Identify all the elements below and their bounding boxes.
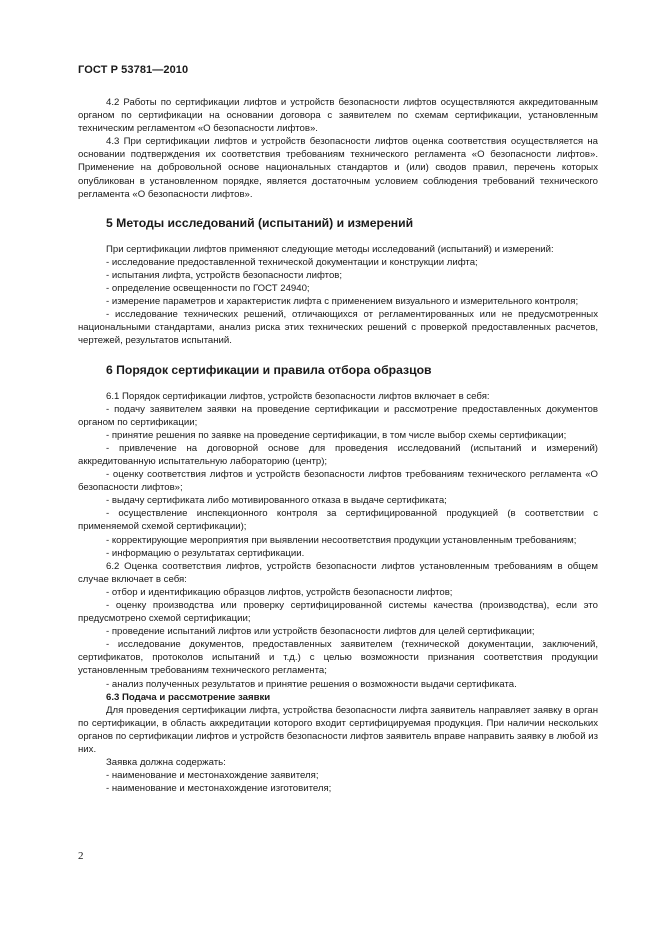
paragraph-6-1: 6.1 Порядок сертификации лифтов, устройств безопасности лифтов включает в себя: <box>106 390 490 402</box>
list-item: - исследование документов, предоставленных заявителем (технической документации, заключений, сертификатов, протоколов испытаний и т.д.) с целью возможности признания соответствия продукции установленным требованиям технического регламента; <box>78 639 598 677</box>
section-5-intro: При сертификации лифтов применяют следующие методы исследований (испытаний) и измерений: <box>106 243 554 255</box>
list-item: - привлечение на договорной основе для проведения исследований (испытаний и измерений) аккредитованную испытательную лабораторию (центр); <box>78 442 598 467</box>
list-item: - подачу заявителем заявки на проведение сертификации и рассмотрение предоставленных документов органом по сертификации; <box>78 403 598 428</box>
list-item: - измерение параметров и характеристик лифта с применением визуального и измерительного контроля; <box>106 296 579 308</box>
list-item: - наименование и местонахождение заявителя; <box>106 770 319 782</box>
list-item: - проведение испытаний лифтов или устройств безопасности лифтов для целей сертификации; <box>106 626 535 638</box>
paragraph-4-3: 4.3 При сертификации лифтов и устройств безопасности лифтов оценка соответствия осуществляется на основании подтверждения их соответствия требованиям технического регламента «О безопасности лифтов». Применение на добровольной основе национальных стандартов и (или) сводов правил, перечень которых опубликован в установленном порядке, является достаточным условием соблюдения требований технического регламента «О безопасности лифтов». <box>78 136 598 200</box>
list-item: - наименование и местонахождение изготовителя; <box>106 783 332 795</box>
paragraph-4-2: 4.2 Работы по сертификации лифтов и устройств безопасности лифтов осуществляются аккредитованным органом по сертификации на основании договора с заявителем по схемам сертификации, установленным техническим регламентом «О безопасности лифтов». <box>78 97 598 135</box>
list-item: - отбор и идентификацию образцов лифтов, устройств безопасности лифтов; <box>106 586 453 598</box>
paragraph-6-2: 6.2 Оценка соответствия лифтов, устройств безопасности лифтов установленным требованиям в общем случае включает в себя: <box>78 560 598 585</box>
section-6-heading: 6 Порядок сертификации и правила отбора образцов <box>106 362 432 377</box>
section-5-heading: 5 Методы исследований (испытаний) и измерений <box>106 215 414 230</box>
document-header: ГОСТ Р 53781—2010 <box>78 64 189 76</box>
document-body <box>78 96 598 795</box>
list-item: - выдачу сертификата либо мотивированного отказа в выдаче сертификата; <box>106 495 447 507</box>
list-item: - корректирующие мероприятия при выявлении несоответствия продукции установленным требованиям; <box>106 534 577 546</box>
list-item: - анализ полученных результатов и принятие решения о возможности выдачи сертификата. <box>106 678 517 690</box>
paragraph-6-3-a: Для проведения сертификации лифта, устройства безопасности лифта заявитель направляет заявку в орган по сертификации, в область аккредитации которого входит сертифицируемая продукция. При наличии нескольких органов по сертификации лифтов и устройств безопасности лифтов заявитель вправе направить заявку в любой из них. <box>78 704 598 756</box>
list-item: - оценку соответствия лифтов и устройств безопасности лифтов требованиям технического регламента «О безопасности лифтов»; <box>78 469 598 494</box>
list-item: - исследование предоставленной технической документации и конструкции лифта; <box>106 256 478 268</box>
list-item: - осуществление инспекционного контроля за сертифицированной продукцией (в соответствии с применяемой схемой сертификации); <box>78 508 598 533</box>
list-item: - определение освещенности по ГОСТ 24940; <box>106 283 310 295</box>
subsection-6-3-heading: 6.3 Подача и рассмотрение заявки <box>106 691 271 703</box>
list-item: - испытания лифта, устройств безопасности лифтов; <box>106 269 343 281</box>
page-number: 2 <box>78 850 84 862</box>
list-item: - исследование технических решений, отличающихся от регламентированных или не предусмотренных национальными стандартами, анализ риска этих технических решений с проверкой предоставленных расчетов, чертежей, результатов испытаний. <box>78 309 598 347</box>
list-item: - принятие решения по заявке на проведение сертификации, в том числе выбор схемы сертификации; <box>106 429 567 441</box>
list-item: - информацию о результатах сертификации. <box>106 547 305 559</box>
paragraph-6-3-b: Заявка должна содержать: <box>106 757 226 769</box>
list-item: - оценку производства или проверку сертифицированной системы качества (производства), если это предусмотрено схемой сертификации; <box>78 600 598 625</box>
